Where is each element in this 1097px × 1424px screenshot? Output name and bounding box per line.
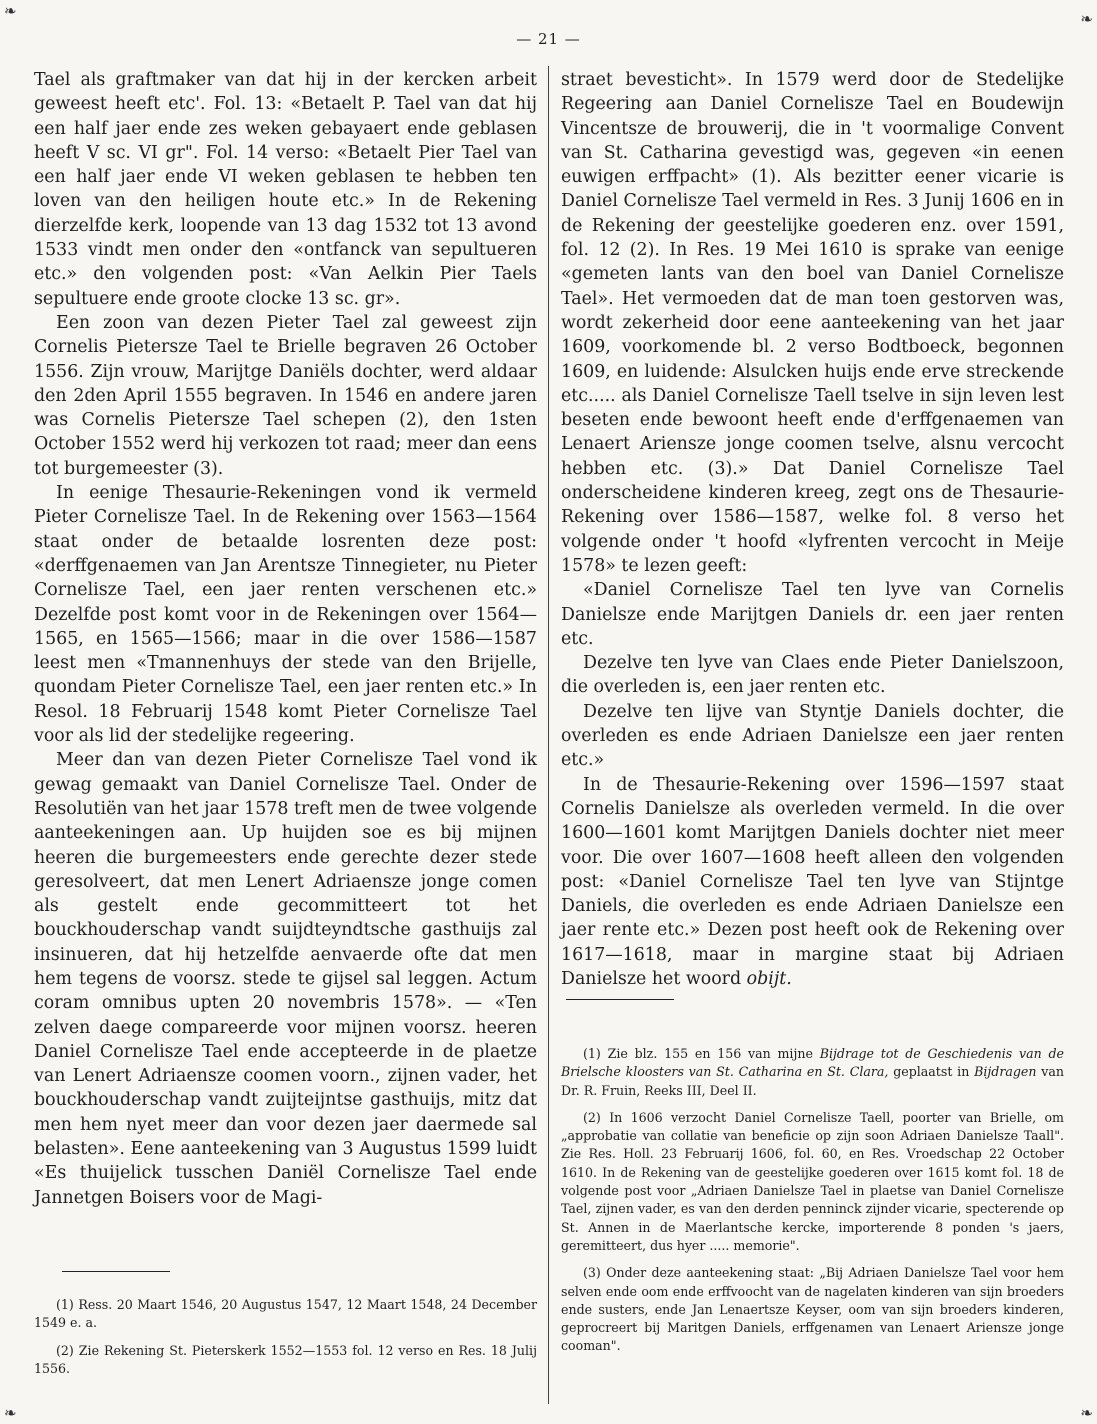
corner-ornament-icon: ❧	[4, 2, 17, 20]
column-divider	[548, 66, 549, 1404]
corner-ornament-icon: ❧	[1080, 10, 1093, 28]
footnote-separator	[566, 999, 674, 1000]
footnote: (2) In 1606 verzocht Daniel Cornelisze Taell, poorter van Brielle, om „approbatie van collatie van beneficie op zijn soon Adriaen Danielsze Taall". Zie Res. Holl. 23 Februarij 1606, fol. 60, en Res. Vroedschap 22 October 1610. In de Rekening van de geestelijke goederen over 1615 komt fol. 18 de volgende post voor „Adriaen Danielsze Tael in plaetse van Daniel Cornelisze Tael, zijnen vader, es van den derden penninck zijnder vicarie, specterende op St. Annen in de Maerlantsche kercke, importerende 8 ponden 's jaers, geremitteert, dus hyer ..... memorie".	[561, 1109, 1064, 1253]
paragraph: Meer dan van dezen Pieter Cornelisze Tael vond ik gewag gemaakt van Daniel Cornelisze Tael. Onder de Resolutiën van het jaar 1578 treft men de twee volgende aanteekeningen aan. Up huijden soe es bij mijnen heeren die burgemeesters ende gerechte dezer stede geresolveert, dat men Lenert Adriaensze jonge comen als gestelt ende gecommitteert tot het bouckhouderschap vandt suijdteyndtsche gasthuijs zal insinueren, dat hij hetzelfde aenvaerde ofte dat men hem tegens de voorsz. stede te gijsel sal leggen. Actum coram omnibus upten 20 novembris 1578». — «Ten zelven daege compareerde voor mijnen voorsz. heeren Daniel Cornelisze Tael ende accepteerde in de plaetze van Lenert Adriaensze coomen voorn., zijnen vader, het bouckhouderschap vandt zuijteijntse gasthuijs, mitz dat men hem nyet meer dan voor dezen jaer daermede sal belasten». Eene aanteekening van 3 Augustus 1599 luidt «Es thuijelick tusschen Daniël Cornelisze Tael ende Jannetgen Boisers voor de Magi-	[34, 750, 537, 1208]
footnote: (3) Onder deze aanteekening staat: „Bij Adriaen Danielsze Tael voor hem selven ende oom ende erffvoocht van de nagelaten kinderen van sijn broeders ende susters, ende Jan Lenaertsze Keyser, oom van sijn broeders kinderen, geprocreert bij Maritgen Daniels, erffgenamen van Lenaert Ariensze jonge cooman".	[561, 1265, 1064, 1354]
page-number: — 21 —	[516, 30, 581, 48]
paragraph: Dezelve ten lyve van Claes ende Pieter Danielszoon, die overleden is, een jaer renten etc.	[561, 653, 1064, 698]
corner-ornament-icon: ❧	[4, 1404, 17, 1422]
footnote: (1) Zie blz. 155 en 156 van mijne Bijdrage tot de Geschiedenis van de Brielsche kloosters van St. Catharina en St. Clara, geplaatst in Bijdragen van Dr. R. Fruin, Reeks III, Deel II.	[561, 1046, 1065, 1098]
left-column	[34, 68, 537, 1210]
left-footnotes	[34, 1296, 537, 1378]
corner-ornament-icon: ❧	[1080, 1404, 1093, 1422]
paragraph: Een zoon van dezen Pieter Tael zal geweest zijn Cornelis Pietersze Tael te Brielle begraven 26 October 1556. Zijn vrouw, Marijtge Daniëls dochter, werd aldaar den 2den April 1555 begraven. In 1546 en andere jaren was Cornelis Pietersze Tael schepen (2), den 1sten October 1552 werd hij verkozen tot raad; meer dan eens tot burgemeester (3).	[34, 312, 537, 479]
paragraph-text: In de Thesaurie-Rekening over 1596—1597 staat Cornelis Danielsze als overleden vermeld. In die over 1600—1601 komt Marijtgen Daniels dochter niet meer voor. Die over 1607—1608 heeft alleen den volgenden post: «Daniel Cornelisze Tael ten lyve van Stijntge Daniels, die overleden es ende Adriaen Danielsze een jaer rente etc.» Dezen post heeft ook de Rekening over 1617—1618, maar in margine staat bij Adriaen Danielsze het woord	[561, 774, 1064, 989]
italic-word: obijt.	[746, 968, 792, 989]
paragraph	[561, 773, 1064, 992]
footnote: (2) Zie Rekening St. Pieterskerk 1552—1553 fol. 12 verso en Res. 18 Julij 1556.	[34, 1342, 537, 1376]
paragraph: Tael als graftmaker van dat hij in der kercken arbeit geweest heeft etc'. Fol. 13: «Betaelt P. Tael van dat hij een half jaer ende zes weken gebayaert ende geblasen heeft V sc. VI gr". Fol. 14 verso: «Betaelt Pier Tael van een half jaer ende VI weken geblasen te hebben ten loven van den heiligen houte etc.» In de Rekening dierzelfde kerk, loopende van 13 dag 1532 tot 13 avond 1533 vindt men onder den «ontfanck van sepultueren etc.» den volgenden post: «Van Aelkin Pier Taels sepultuere ende groote clocke 13 sc. gr».	[34, 70, 537, 309]
paragraph: Dezelve ten lijve van Styntje Daniels dochter, die overleden es ende Adriaen Danielsze een jaer renten etc.»	[561, 701, 1064, 771]
right-footnotes	[561, 1045, 1064, 1356]
footnote: (1) Ress. 20 Maart 1546, 20 Augustus 1547, 12 Maart 1548, 24 December 1549 e. a.	[34, 1297, 537, 1331]
footnote-separator	[62, 1271, 170, 1272]
paragraph: «Daniel Cornelisze Tael ten lyve van Cornelis Danielsze ende Marijtgen Daniels dr. een jaer renten etc.	[561, 580, 1064, 649]
paragraph: In eenige Thesaurie-Rekeningen vond ik vermeld Pieter Cornelisze Tael. In de Rekening over 1563—1564 staat onder de betaalde losrenten deze post: «derffgenaemen van Jan Arentsze Tinnegieter, nu Pieter Cornelisze Tael, een jaer renten verschenen etc.» Dezelfde post komt voor in de Rekeningen over 1564—1565, en 1565—1566; maar in die over 1586—1587 leest men «Tmannenhuys der stede van den Brijelle, quondam Pieter Cornelisze Tael, een jaer renten etc.» In Resol. 18 Februarij 1548 komt Pieter Cornelisze Tael voor als lid der stedelijke regeering.	[34, 483, 537, 747]
paragraph: straet bevesticht». In 1579 werd door de Stedelijke Regeering aan Daniel Cornelisze Tael en Boudewijn Vincentsze de brouwerij, die in 't voormalige Convent van St. Catharina gevestigd was, gegeven «in eenen euwigen erffpacht» (1). Als bezitter eener vicarie is Daniel Cornelisze Tael vermeld in Res. 3 Junij 1606 en in de Rekening der geestelijke goederen enz. over 1591, fol. 12 (2). In Res. 19 Mei 1610 is sprake van eenige «gemeten lants van den boel van Daniel Cornelisze Tael». Het vermoeden dat de man toen gestorven was, wordt zekerheid door eene aanteekening van het jaar 1609, voorkomende bl. 2 verso Bodtboeck, begonnen 1609, en luidende: Alsulcken huijs ende erve streckende etc..... als Daniel Cornelisze Taell tselve in sijn leven lest beseten ende bewoont heeft ende d'erffgenaemen van Lenaert Ariensze jonge coomen tselve, alsnu vercocht hebben etc. (3).» Dat Daniel Cornelisze Tael onderscheidene kinderen kreeg, zegt ons de Thesaurie-Rekening over 1586—1587, welke fol. 8 verso het volgende onder 't hoofd «lyfrenten vercocht in Meije 1578» te lezen geeft:	[561, 70, 1064, 576]
right-column	[561, 68, 1064, 991]
